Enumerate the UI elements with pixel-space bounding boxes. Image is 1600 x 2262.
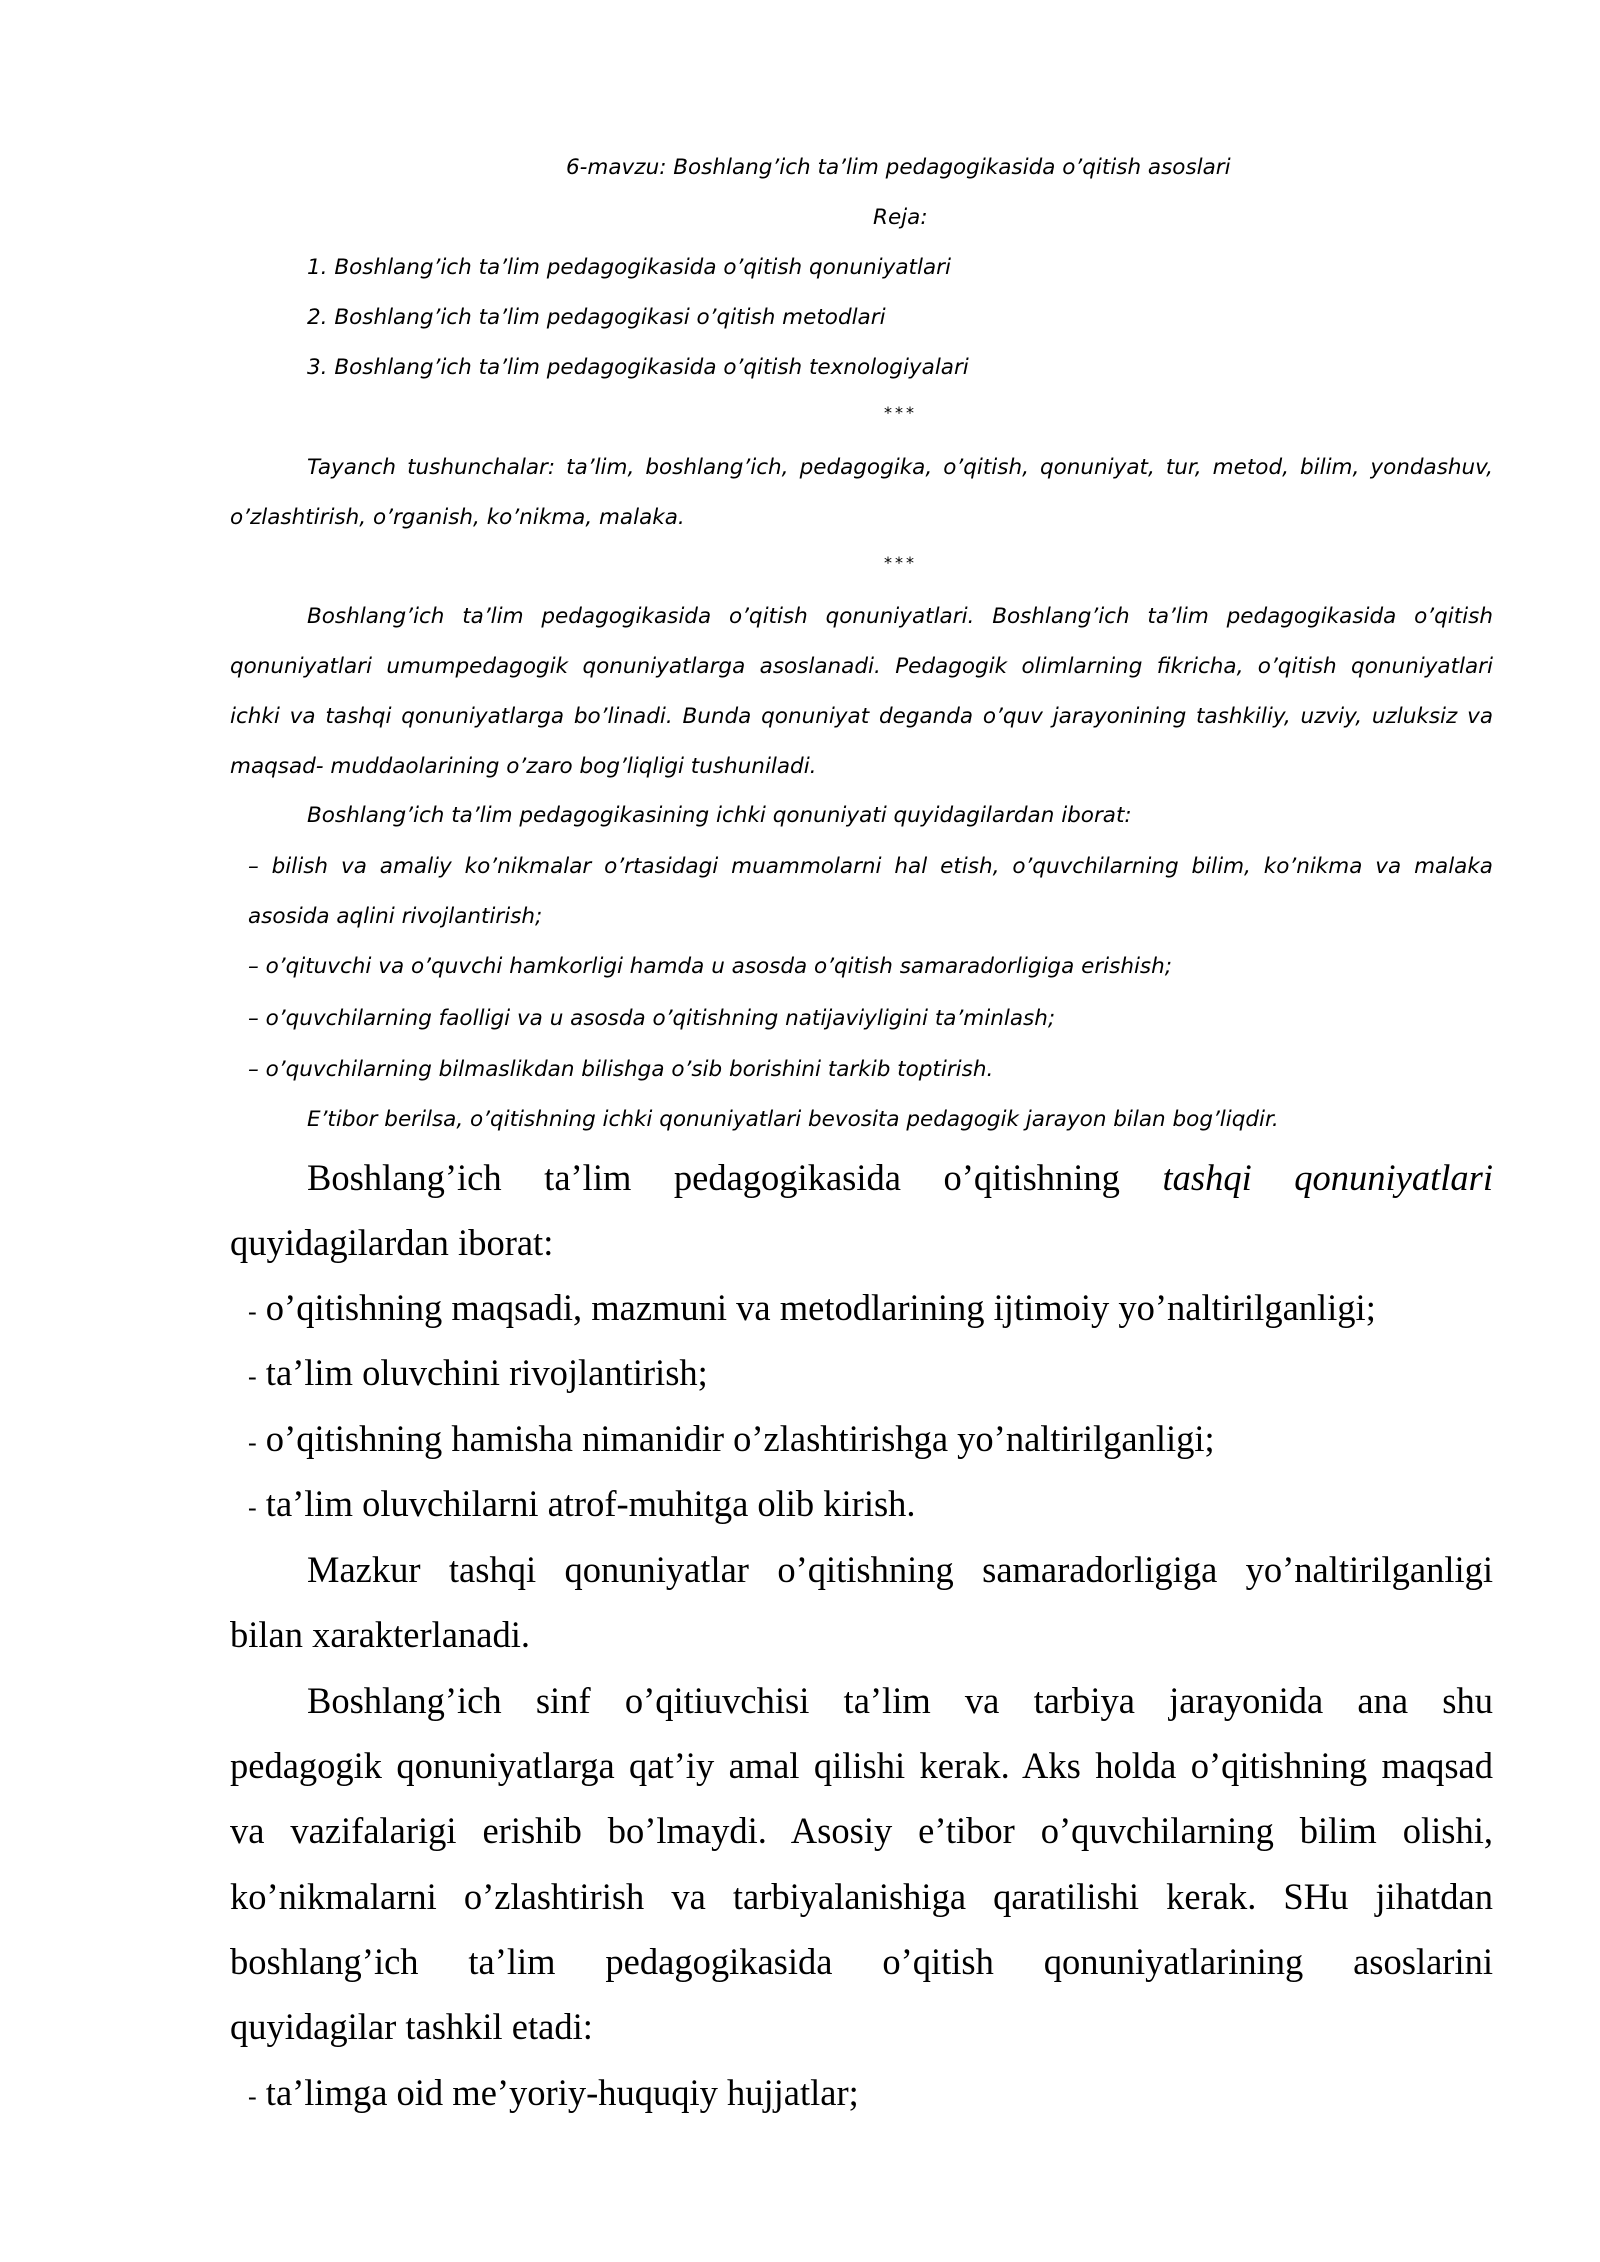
internal-laws-intro: Boshlang’ich ta’lim pedagogikasining ichki qonuniyati quyidagilardan iborat:: [307, 803, 1132, 828]
plan-item: 3. Boshlang’ich ta’lim pedagogikasida o’qitish texnologiyalari: [307, 355, 969, 380]
paragraph-line: boshlang’ich ta’lim pedagogikasida o’qitish qonuniyatlarining asoslarini: [230, 1941, 1493, 1982]
external-laws-intro-line: quyidagilardan iborat:: [230, 1222, 554, 1263]
internal-law-item: – o’qituvchi va o’quvchi hamkorligi hamda u asosda o’qitish samaradorligiga erishish;: [248, 954, 1173, 979]
bullet-dash: -: [248, 1428, 257, 1457]
foundation-item: - ta’limga oid me’yoriy-huquqiy hujjatlar;: [248, 2072, 859, 2113]
separator: ***: [884, 403, 917, 422]
bullet-dash: -: [248, 2082, 257, 2111]
internal-law-item: – o’quvchilarning faolligi va u asosda o’qitishning natijaviyligini ta’minlash;: [248, 1006, 1056, 1031]
topic-title: 6-mavzu: Boshlang’ich ta’lim pedagogikasida o’qitish asoslari: [566, 155, 1231, 180]
paragraph-line: ko’nikmalarni o’zlashtirish va tarbiyalanishiga qaratilishi kerak. SHu jihatdan: [230, 1876, 1493, 1917]
internal-law-item: – bilish va amaliy ko’nikmalar o’rtasidagi muammolarni hal etish, o’quvchilarning bilim, ko’nikma va malaka: [248, 854, 1493, 879]
external-laws-intro-line: Boshlang’ich ta’lim pedagogikasida o’qitishning tashqi qonuniyatlari: [307, 1157, 1493, 1198]
paragraph-line: Mazkur tashqi qonuniyatlar o’qitishning samaradorligiga yo’naltirilganligi: [307, 1549, 1493, 1590]
paragraph-line: pedagogik qonuniyatlarga qat’iy amal qilishi kerak. Aks holda o’qitishning maqsad: [230, 1745, 1493, 1786]
paragraph-line: quyidagilar tashkil etadi:: [230, 2006, 593, 2047]
plan-heading: Reja:: [873, 205, 928, 230]
plan-item: 1. Boshlang’ich ta’lim pedagogikasida o’qitish qonuniyatlari: [307, 255, 951, 280]
internal-laws-note: E’tibor berilsa, o’qitishning ichki qonuniyatlari bevosita pedagogik jarayon bilan bog’liqdir.: [307, 1107, 1279, 1132]
paragraph-line: Boshlang’ich ta’lim pedagogikasida o’qitish qonuniyatlari. Boshlang’ich ta’lim pedagogikasida o’qitish: [307, 604, 1493, 629]
paragraph-line: qonuniyatlari umumpedagogik qonuniyatlarga asoslanadi. Pedagogik olimlarning fikricha, o’qitish qonuniyatlari: [230, 654, 1493, 679]
external-law-item: - ta’lim oluvchini rivojlantirish;: [248, 1352, 708, 1393]
external-law-item: - o’qitishning maqsadi, mazmuni va metodlarining ijtimoiy yo’naltirilganligi;: [248, 1287, 1376, 1328]
paragraph-line: maqsad- muddaolarining o’zaro bog’liqligi tushuniladi.: [230, 754, 817, 779]
paragraph-line: bilan xarakterlanadi.: [230, 1614, 530, 1655]
plan-item: 2. Boshlang’ich ta’lim pedagogikasi o’qitish metodlari: [307, 305, 886, 330]
paragraph-line: Boshlang’ich sinf o’qitiuvchisi ta’lim va tarbiya jarayonida ana shu: [307, 1680, 1493, 1721]
internal-law-item: – o’quvchilarning bilmaslikdan bilishga o’sib borishini tarkib toptirish.: [248, 1057, 994, 1082]
key-concepts-line: Tayanch tushunchalar: ta’lim, boshlang’ich, pedagogika, o’qitish, qonuniyat, tur, metod, bilim, yondashuv,: [307, 455, 1493, 480]
external-law-item: - ta’lim oluvchilarni atrof-muhitga olib kirish.: [248, 1483, 916, 1524]
external-law-item: - o’qitishning hamisha nimanidir o’zlashtirishga yo’naltirilganligi;: [248, 1418, 1215, 1459]
paragraph-line: ichki va tashqi qonuniyatlarga bo’linadi. Bunda qonuniyat deganda o’quv jarayonining tashkiliy, uzviy, uzluksiz va: [230, 704, 1493, 729]
paragraph-line: va vazifalarigi erishib bo’lmaydi. Asosiy e’tibor o’quvchilarning bilim olishi,: [230, 1810, 1493, 1851]
key-concepts-line: o’zlashtirish, o’rganish, ko’nikma, malaka.: [230, 505, 685, 530]
bullet-dash: -: [248, 1493, 257, 1522]
internal-law-item-continued: asosida aqlini rivojlantirish;: [248, 904, 543, 929]
separator: ***: [884, 553, 917, 572]
bullet-dash: -: [248, 1362, 257, 1391]
bullet-dash: -: [248, 1297, 257, 1326]
